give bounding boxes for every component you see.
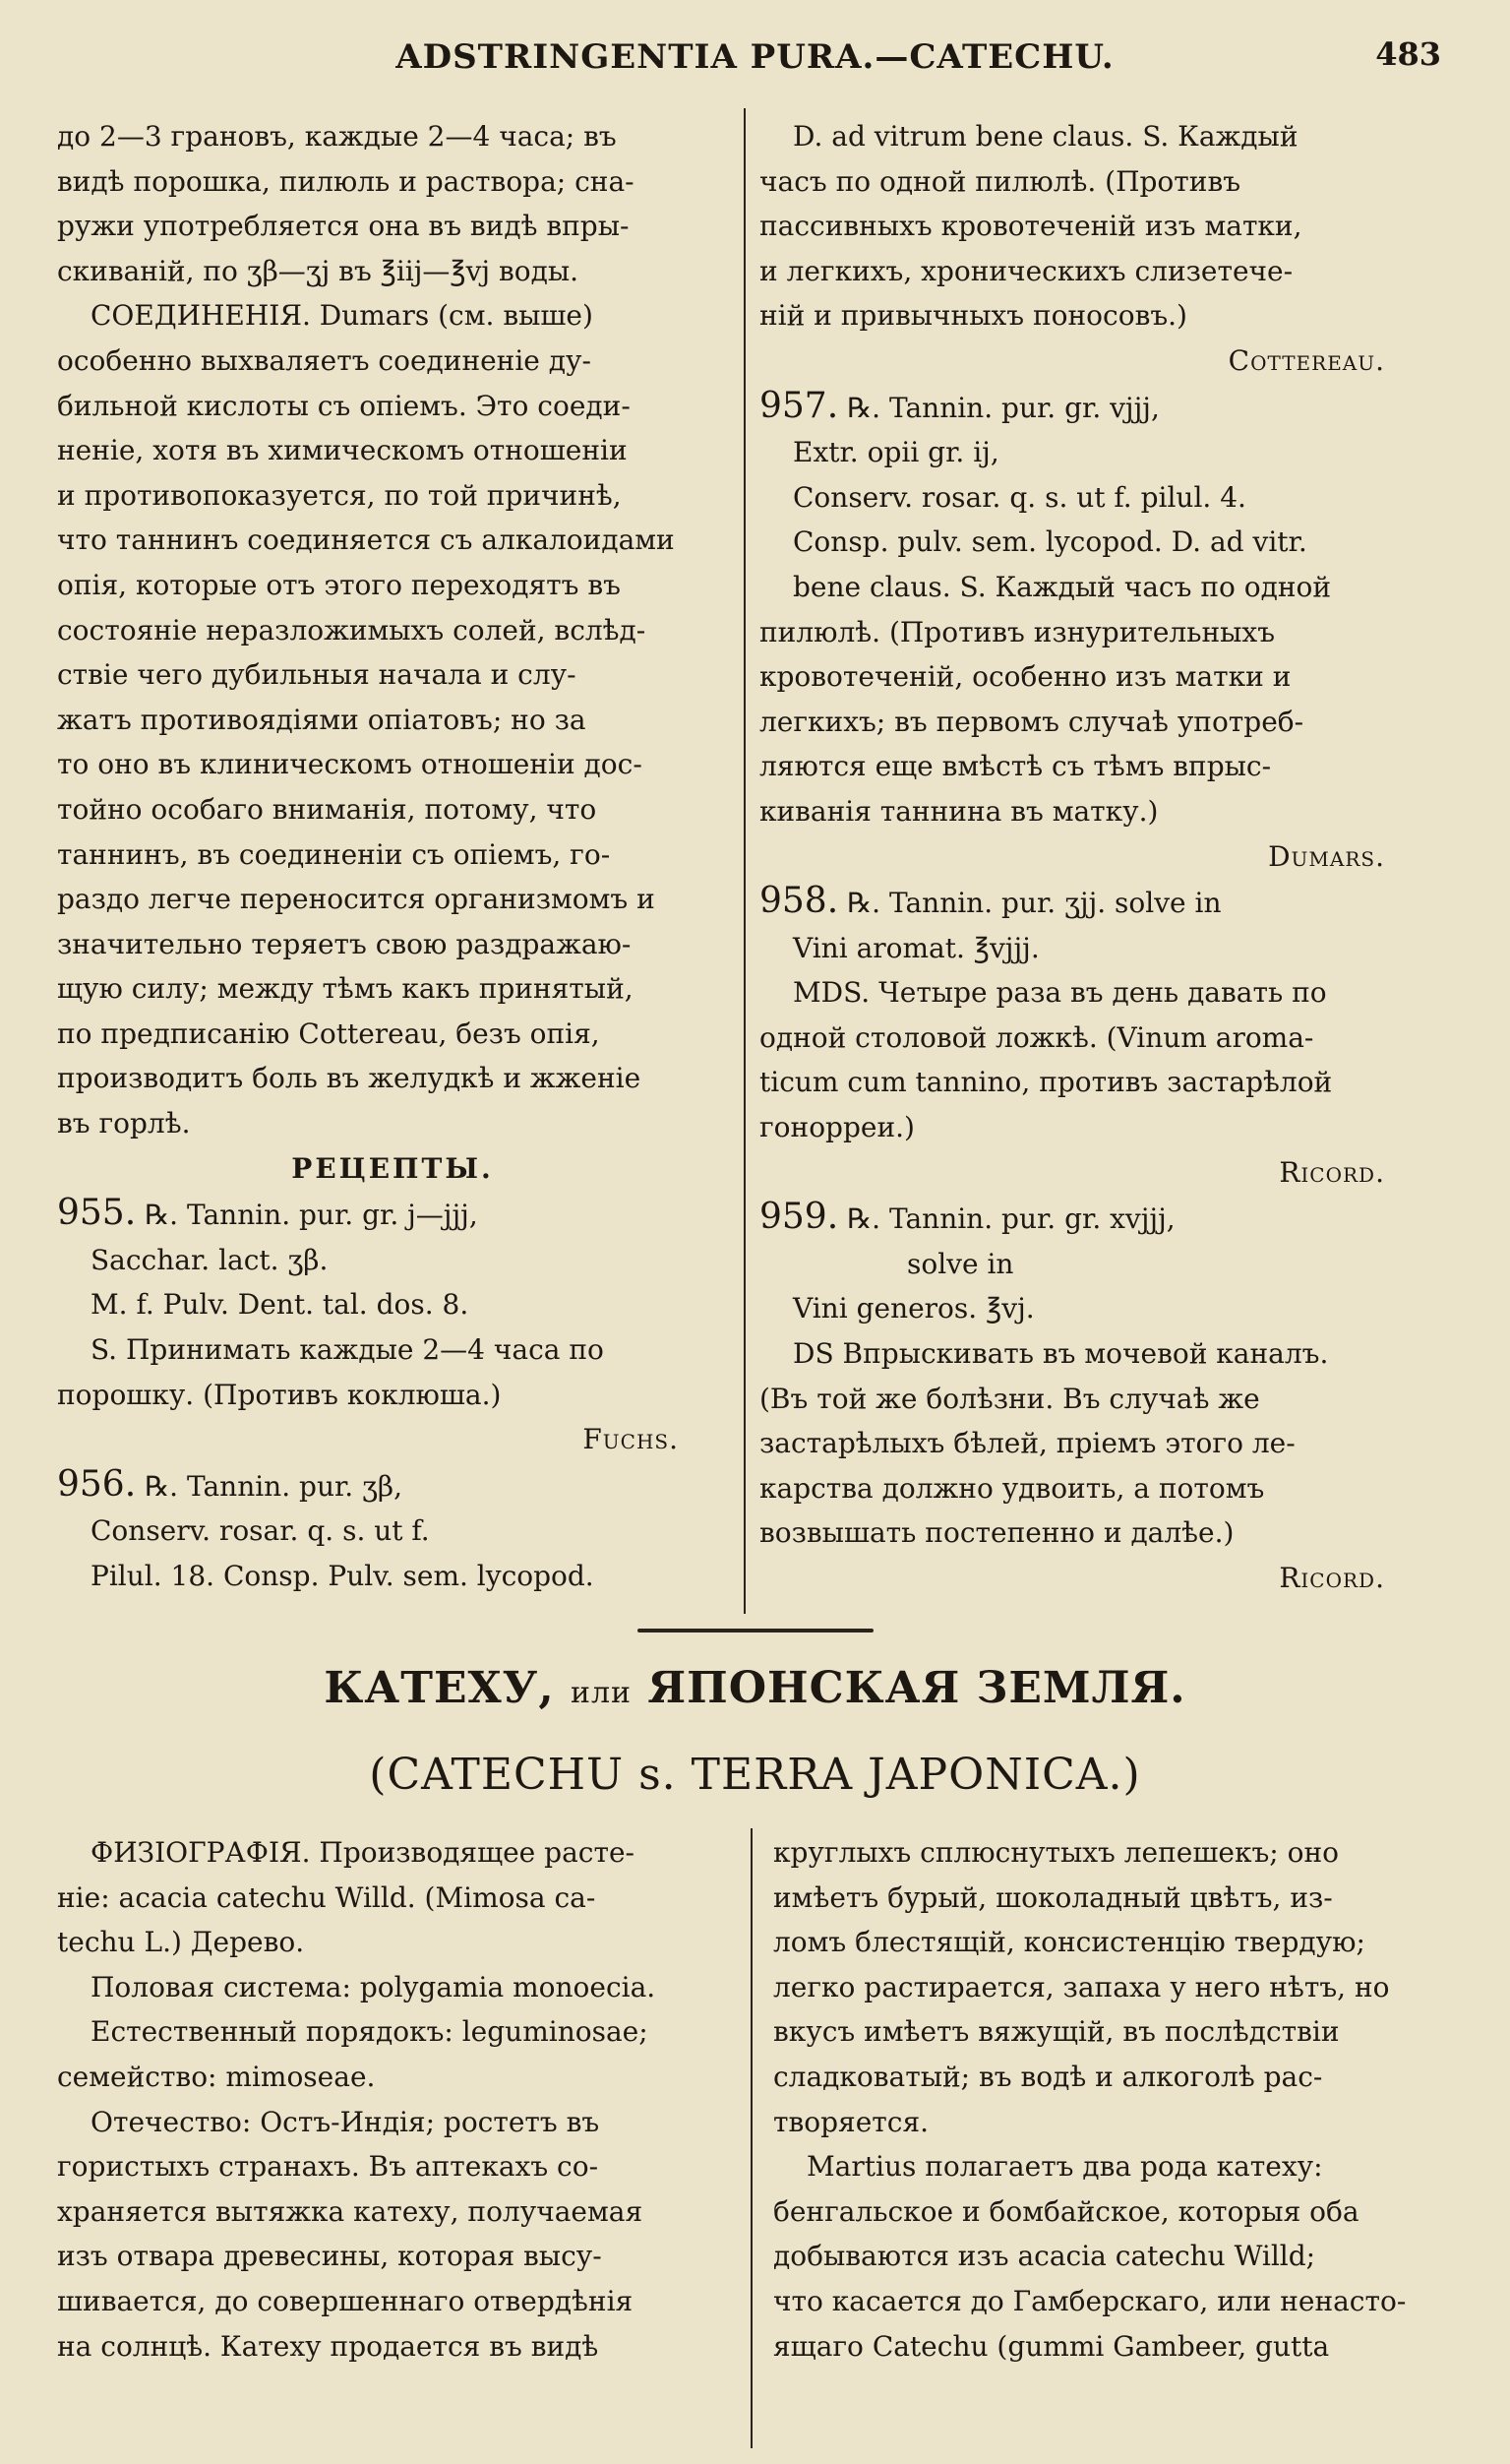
- text-line: киванія таннина въ матку.): [759, 794, 1159, 828]
- text-line: гонорреи.): [759, 1111, 915, 1144]
- section-title-rest: ЯПОНСКАЯ ЗЕМЛЯ.: [647, 1663, 1186, 1713]
- text-line: шивается, до совершеннаго отвердѣнія: [57, 2284, 634, 2317]
- text-line: bene claus. S. Каждый часъ по одной: [793, 570, 1332, 603]
- section-title-connector: или: [570, 1676, 633, 1710]
- recipe-author: Dumars.: [1268, 839, 1385, 873]
- text-line: Martius полагаетъ два рода катеху:: [807, 2150, 1323, 2184]
- recipe-author: Ricord.: [1279, 1562, 1385, 1594]
- text-line: ляются еще вмѣстѣ съ тѣмъ впрыс-: [759, 750, 1272, 783]
- text-line: ствіе чего дубильныя начала и слу-: [57, 658, 576, 692]
- recipe-author: Ricord.: [1279, 1155, 1385, 1189]
- recipe-text: ℞. Tannin. pur. ʒβ,: [145, 1469, 402, 1503]
- text-line: СОЕДИНЕНІЯ. Dumars (см. выше): [91, 299, 593, 333]
- section-title: [0, 1663, 1510, 1713]
- text-line: храняется вытяжка катеху, получаемая: [57, 2194, 643, 2228]
- text-line: вкусъ имѣетъ вяжущій, въ послѣдствіи: [773, 2015, 1340, 2049]
- text-line: карства должно удвоить, а потомъ: [759, 1471, 1265, 1505]
- page-header: [59, 28, 1451, 87]
- text-line: и противопоказуется, по той причинѣ,: [57, 478, 622, 512]
- recipe-957-line: [759, 384, 1434, 431]
- text-line: Pilul. 18. Consp. Pulv. sem. lycopod.: [91, 1560, 594, 1592]
- text-line: что таннинъ соединяется съ алкалоидами: [57, 524, 675, 557]
- text-line: (Въ той же болѣзни. Въ случаѣ же: [759, 1382, 1260, 1415]
- column-divider-bottom: [751, 1828, 753, 2448]
- text-line: въ горлѣ.: [57, 1107, 191, 1140]
- recipe-author: Cottereau.: [1228, 343, 1385, 377]
- text-line: ticum cum tannino, противъ застарѣлой: [759, 1066, 1333, 1099]
- text-line: гористыхъ странахъ. Въ аптекахъ со-: [57, 2150, 599, 2184]
- recipe-number: 959.: [759, 1197, 839, 1238]
- text-line: ружи употребляется она въ видѣ впры-: [57, 210, 630, 243]
- recipe-author: Fuchs.: [582, 1423, 679, 1456]
- text-line: M. f. Pulv. Dent. tal. dos. 8.: [91, 1288, 469, 1322]
- text-line: неніе, хотя въ химическомъ отношеніи: [57, 434, 628, 467]
- text-line: легко растирается, запаха у него нѣтъ, но: [773, 1970, 1390, 2003]
- recipe-text: ℞. Tannin. pur. gr. vjjj,: [847, 391, 1160, 424]
- left-column-bottom: [57, 1830, 736, 2369]
- text-line: Consp. pulv. sem. lycopod. D. ad vitr.: [793, 525, 1307, 559]
- text-line: возвышать постепенно и далѣе.): [759, 1516, 1235, 1550]
- text-line: тойно особаго вниманія, потому, что: [57, 792, 597, 826]
- text-line: состояніе неразложимыхъ солей, вслѣд-: [57, 613, 646, 647]
- recipe-text: ℞. Tannin. pur. gr. j—jjj,: [145, 1199, 478, 1232]
- text-line: сладковатый; въ водѣ и алкоголѣ рас-: [773, 2060, 1323, 2093]
- text-line: бенгальское и бомбайское, которыя оба: [773, 2194, 1359, 2228]
- text-line: круглыхъ сплюснутыхъ лепешекъ; оно: [773, 1836, 1339, 1869]
- text-line: S. Принимать каждые 2—4 часа по: [91, 1333, 604, 1367]
- text-line: Отечество: Остъ-Индія; ростетъ въ: [91, 2105, 600, 2138]
- text-line: и легкихъ, хроническихъ слизетече-: [759, 254, 1294, 287]
- text-line: творяется.: [773, 2105, 930, 2138]
- text-line: ній и привычныхъ поносовъ.): [759, 299, 1187, 333]
- left-column-top: [57, 114, 728, 1599]
- text-line: что касается до Гамберскаго, или ненасто-: [773, 2284, 1407, 2317]
- text-line: ФИЗІОГРАФІЯ. Производящее расте-: [91, 1836, 634, 1869]
- text-line: ніе: acacia catechu Willd. (Mimosa ca-: [57, 1880, 596, 1914]
- text-line: бильной кислоты съ опіемъ. Это соеди-: [57, 389, 631, 422]
- page-number: 483: [1375, 35, 1441, 73]
- text-line: до 2—3 грановъ, каждые 2—4 часа; въ: [57, 120, 617, 153]
- recipe-number: 956.: [57, 1463, 137, 1505]
- right-column-bottom: [773, 1830, 1442, 2369]
- text-line: имѣетъ бурый, шоколадный цвѣтъ, из-: [773, 1880, 1333, 1914]
- text-line: Vini generos. ℥vj.: [793, 1292, 1035, 1325]
- text-line: то оно въ клиническомъ отношеніи дос-: [57, 748, 642, 781]
- recipe-number: 957.: [759, 385, 839, 426]
- text-line: застарѣлыхъ бѣлей, пріемъ этого ле-: [759, 1427, 1296, 1460]
- text-line: D. ad vitrum bene claus. S. Каждый: [793, 120, 1299, 153]
- text-line: легкихъ; въ первомъ случаѣ употреб-: [759, 705, 1304, 738]
- column-divider-top: [744, 108, 746, 1614]
- recipes-heading: РЕЦЕПТЫ.: [291, 1151, 494, 1185]
- text-line: techu L.) Дерево.: [57, 1926, 305, 1959]
- text-line: пассивныхъ кровотеченій изъ матки,: [759, 210, 1302, 243]
- text-line: производитъ боль въ желудкѣ и жженіе: [57, 1062, 641, 1095]
- recipe-955-line: [57, 1191, 728, 1238]
- text-line: на солнцѣ. Катеху продается въ видѣ: [57, 2329, 599, 2363]
- text-line: таннинъ, въ соединеніи съ опіемъ, го-: [57, 837, 611, 871]
- text-line: опія, которые отъ этого переходятъ въ: [57, 568, 621, 601]
- running-title: ADSTRINGENTIA PURA.—CATECHU.: [395, 37, 1115, 77]
- text-line: Естественный порядокъ: leguminosae;: [91, 2015, 648, 2049]
- text-line: изъ отвара древесины, которая высу-: [57, 2240, 602, 2273]
- text-line: Vini aromat. ℥vjjj.: [793, 931, 1040, 964]
- text-line: solve in: [907, 1247, 1014, 1280]
- text-line: Extr. opii gr. ij,: [793, 436, 999, 469]
- text-line: ломъ блестящій, консистенцію твердую;: [773, 1926, 1365, 1959]
- text-line: жатъ противоядіями опіатовъ; но за: [57, 703, 586, 736]
- recipe-text: ℞. Tannin. pur. gr. xvjjj,: [847, 1202, 1176, 1236]
- text-line: одной столовой ложкѣ. (Vinum aroma-: [759, 1020, 1314, 1054]
- section-divider-rule: [637, 1629, 874, 1632]
- text-line: пилюлѣ. (Противъ изнурительныхъ: [759, 615, 1276, 648]
- text-line: скиваній, по ʒβ—ʒj въ ℥iij—℥vj воды.: [57, 254, 579, 287]
- text-line: DS Впрыскивать въ мочевой каналъ.: [793, 1337, 1329, 1371]
- text-line: MDS. Четыре раза въ день давать по: [793, 976, 1327, 1010]
- text-line: особенно выхваляетъ соединеніе ду-: [57, 343, 591, 377]
- text-line: Sacchar. lact. ʒβ.: [91, 1243, 329, 1276]
- text-line: значительно теряетъ свою раздражаю-: [57, 927, 632, 960]
- text-line: видѣ порошка, пилюль и раствора; сна-: [57, 164, 634, 198]
- text-line: ящаго Catechu (gummi Gambeer, gutta: [773, 2329, 1330, 2363]
- text-line: по предписанію Cottereau, безъ опія,: [57, 1016, 600, 1050]
- right-column-top: [759, 114, 1434, 1601]
- text-line: Conserv. rosar. q. s. ut f. pilul. 4.: [793, 480, 1246, 514]
- recipe-956-line: [57, 1462, 728, 1509]
- recipe-958-line: [759, 879, 1434, 926]
- text-line: порошку. (Противъ коклюша.): [57, 1378, 502, 1411]
- text-line: щую силу; между тѣмъ какъ принятый,: [57, 972, 634, 1006]
- recipe-text: ℞. Tannin. pur. ʒjj. solve in: [847, 887, 1222, 920]
- text-line: Половая система: polygamia monoecia.: [91, 1970, 656, 2003]
- section-title-main: КАТЕХУ,: [324, 1663, 555, 1713]
- recipe-number: 955.: [57, 1193, 137, 1234]
- section-subtitle: (CATECHU s. TERRA JAPONICA.): [369, 1750, 1141, 1800]
- text-line: Conserv. rosar. q. s. ut f.: [91, 1514, 430, 1548]
- text-line: кровотеченій, особенно изъ матки и: [759, 660, 1292, 694]
- text-line: добываются изъ acacia catechu Willd;: [773, 2240, 1316, 2273]
- text-line: семейство: mimoseae.: [57, 2060, 376, 2093]
- recipe-number: 958.: [759, 881, 839, 922]
- text-line: раздо легче переносится организмомъ и: [57, 883, 655, 916]
- text-line: часъ по одной пилюлѣ. (Противъ: [759, 164, 1241, 198]
- recipe-959-line: [759, 1195, 1434, 1242]
